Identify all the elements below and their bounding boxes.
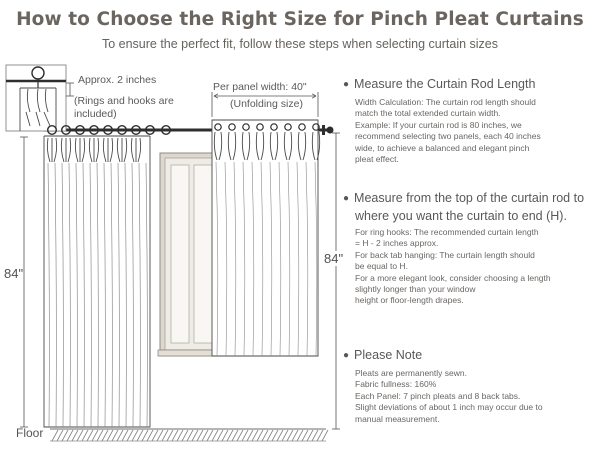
floor-hatch-line [97, 430, 103, 441]
floor-hatch-line [317, 430, 323, 441]
section-line: height or floor-length drapes. [355, 295, 464, 306]
floor-hatch-line [212, 430, 218, 441]
section-line: For ring hooks: The recommended curtain length [355, 227, 539, 237]
section-line: For a more elegant look, consider choosing a length [355, 272, 551, 283]
height-dimension-right [332, 133, 340, 429]
panel-width-label: Per panel width: 40" [213, 81, 307, 93]
floor-hatch-line [227, 430, 233, 441]
height-dimension-left [20, 137, 28, 427]
section-line: wide, to achieve a balanced and elegant pinch [355, 142, 530, 153]
floor-hatch-line [172, 430, 178, 441]
floor-hatch-line [312, 430, 318, 441]
section-heading [343, 347, 595, 365]
page-title: How to Choose the Right Size for Pinch Pleat Curtains [16, 9, 584, 30]
floor-hatch-line [112, 430, 118, 441]
floor-hatch-line [257, 430, 263, 441]
floor-hatch-line [77, 430, 83, 441]
floor-hatch-line [282, 430, 288, 441]
floor-hatch-line [87, 430, 93, 441]
floor-hatch-line [287, 430, 293, 441]
instruction-section-note [343, 347, 595, 425]
floor-hatch-line [222, 430, 228, 441]
floor-hatch-line [67, 430, 73, 441]
floor-hatch-line [137, 430, 143, 441]
section-line: slightly longer than your window [355, 284, 476, 295]
section-line: recommend selecting two panels, each 40 inches [355, 131, 541, 142]
section-body [343, 227, 595, 307]
ring-hook-inset [6, 65, 74, 131]
instruction-section-height [343, 190, 595, 307]
section-line: pleat effect. [355, 154, 399, 165]
floor-hatch-line [262, 430, 268, 441]
section-line: Width Calculation: The curtain rod length should [355, 97, 536, 107]
height-label-right: 84" [324, 251, 344, 266]
floor-hatch-line [152, 430, 158, 441]
floor-hatch-line [177, 430, 183, 441]
right-curtain [212, 120, 320, 356]
floor-hatch-line [217, 430, 223, 441]
floor-hatch-line [107, 430, 113, 441]
section-line: be equal to H. [355, 261, 408, 272]
floor [50, 429, 328, 441]
floor-hatch-line [167, 430, 173, 441]
section-heading [343, 76, 595, 94]
floor-hatch-line [187, 430, 193, 441]
approx-label: Approx. 2 inches [78, 74, 157, 86]
floor-hatch-line [142, 430, 148, 441]
floor-hatch-line [202, 430, 208, 441]
floor-hatch-line [232, 430, 238, 441]
floor-hatch-line [162, 430, 168, 441]
page-subtitle: To ensure the perfect fit, follow these steps when selecting curtain sizes [101, 37, 499, 51]
section-heading [343, 190, 595, 224]
floor-hatch-line [147, 430, 153, 441]
floor-hatch-line [292, 430, 298, 441]
window [158, 153, 218, 356]
floor-hatch-line [267, 430, 273, 441]
floor-hatch-line [127, 430, 133, 441]
section-line: Pleats are permanently sewn. [355, 368, 467, 378]
floor-hatch-line [122, 430, 128, 441]
section-line: = H - 2 inches approx. [355, 238, 439, 249]
section-line: Example: If your curtain rod is 80 inches, we [355, 119, 522, 130]
floor-hatch-line [157, 430, 163, 441]
section-body [343, 368, 595, 425]
bullet-icon: ● [343, 79, 350, 90]
floor-hatch-line [277, 430, 283, 441]
floor-hatch-line [322, 430, 328, 441]
floor-hatch-line [117, 430, 123, 441]
floor-hatch-line [242, 430, 248, 441]
section-line: Slight deviations of about 1 inch may occur due to [355, 402, 543, 413]
floor-hatch-line [92, 430, 98, 441]
unfolding-label: (Unfolding size) [230, 98, 303, 110]
floor-hatch-line [307, 430, 313, 441]
instruction-section-rod [343, 76, 595, 165]
floor-hatch-line [102, 430, 108, 441]
section-heading-text: Measure the Curtain Rod Length [354, 77, 536, 91]
floor-hatch-line [252, 430, 258, 441]
floor-hatch-line [52, 430, 58, 441]
floor-hatch-line [57, 430, 63, 441]
floor-hatch-line [302, 430, 308, 441]
floor-hatch-line [272, 430, 278, 441]
floor-hatch-line [72, 430, 78, 441]
section-line: Each Panel: 7 pinch pleats and 8 back tabs. [355, 390, 521, 401]
floor-hatch-line [192, 430, 198, 441]
floor-hatch-line [82, 430, 88, 441]
bullet-icon: ● [343, 193, 350, 204]
height-label-left: 84" [4, 266, 24, 281]
section-body [343, 97, 595, 165]
section-line: For back tab hanging: The curtain length should [355, 249, 535, 260]
floor-hatch-line [182, 430, 188, 441]
floor-label: Floor [16, 426, 44, 440]
bullet-icon: ● [343, 350, 350, 361]
floor-hatch-line [237, 430, 243, 441]
section-line: Fabric fullness: 160% [355, 379, 437, 390]
section-line: manual measurement. [355, 413, 440, 424]
floor-hatch-line [62, 430, 68, 441]
floor-hatch-line [207, 430, 213, 441]
left-curtain [44, 136, 150, 427]
rings-label: (Rings and hooks are included) [74, 95, 174, 120]
section-heading-text: Please Note [354, 348, 423, 362]
floor-hatch-line [132, 430, 138, 441]
floor-hatch-line [197, 430, 203, 441]
floor-hatch-line [247, 430, 253, 441]
section-heading-text: Measure from the top of the curtain rod to where you want the curtain to end (H). [354, 191, 585, 223]
section-line: match the total extended curtain width. [355, 108, 501, 119]
floor-hatch-line [297, 430, 303, 441]
